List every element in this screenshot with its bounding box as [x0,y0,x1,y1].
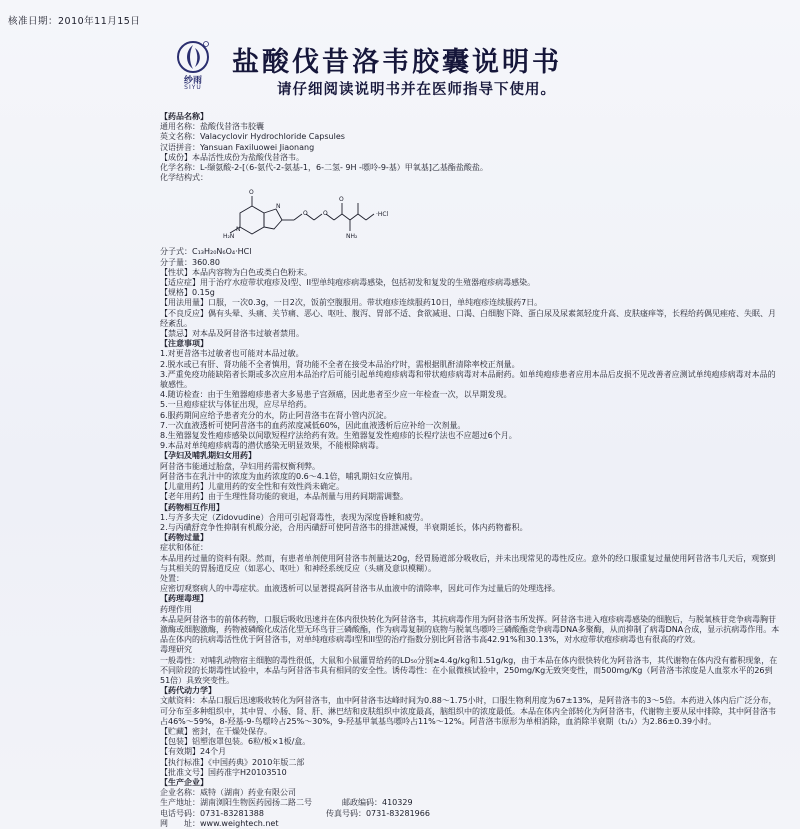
svg-text:·HCl: ·HCl [376,211,389,219]
caution-item: 4.随访检查：由于生殖器疱疹患者大多易患子宫颈癌，因此患者至少应一年检查一次，以早期发现。 [160,390,512,400]
chemical-name: 化学名称：L-缬氨酸-2-[（6-氨代-2-氨基-1，6-二氢- 9H -嘌呤-9-基）甲氧基]乙基酯盐酸盐。 [160,163,488,173]
pharm-tox-heading: 【药理毒理】 [160,594,208,604]
interaction-item: 2.与丙磺舒竞争性抑制有机酸分泌，合用丙磺舒可使阿昔洛韦的排泄减慢，半衰期延长，体内药物蓄积。 [160,522,528,532]
overdose-item: 症状和体征： [160,543,208,553]
interaction-heading: 【药物相互作用】 [160,502,224,512]
approval-date: 核准日期：2010年11月15日 [8,16,141,27]
svg-text:H₂N: H₂N [223,233,235,241]
contact-row [160,809,780,819]
contraindications: 【禁忌】对本品及阿昔洛韦过敏者禁用。 [160,329,304,339]
caution-item: 2.脱水或已有肝、肾功能不全者慎用，肾功能不全者在接受本品治疗时，需根据肌酐清除率校正剂量。 [160,359,520,369]
specification: 【规格】0.15g [160,288,215,298]
description: 【性状】本品内容物为白色或类白色粉末。 [160,267,312,277]
logo-chinese-name: 纱雨 [183,76,202,86]
overdose-item: 本品用药过量的资料有限。然而，有患者单剂使用阿昔洛韦剂量达20g，经胃肠道部分吸收后，并未出现常见的毒性反应。意外的经口服重复过量使用阿昔洛韦几天后，观察到与其相关的胃肠道反应（如恶心、呕吐）和神经系统反应（头痛及意识模糊）。 [160,553,776,573]
logo-english-name: SIYU [184,84,202,91]
caution-item: 3.严重免疫功能缺陷者长期或多次应用本品治疗后可能引起单纯疱疹病毒和带状疱疹病毒对本品耐药。如单纯疱疹患者应用本品后皮损不见改善者应测试单纯疱疹病毒对本品的敏感性。 [160,369,776,390]
pharmacology-text: 本品是阿昔洛韦的前体药物，口服后吸收迅速并在体内很快转化为阿昔洛韦，其抗病毒作用为阿昔洛韦所发挥。阿昔洛韦进入疱疹病毒感染的细胞后，与脱氧核苷竞争病毒胸苷激酶或细胞激酶，药物被磷酸化成活化型无环鸟苷三磷酸酯，作为病毒复制的底物与脱氧鸟嘌呤三磷酸酯竞争病毒DNA多聚酶，从而抑制了病毒DNA合成，显示抗病毒作用。本品在体内的抗病毒活性优于阿昔洛韦，对单纯疱疹病毒I型和II型的治疗指数分别比阿昔洛韦高42.91%和30.13%，对水痘带状疱疹病毒也有很高的疗效。 [160,614,780,645]
manufacturer-heading: 【生产企业】 [160,777,208,787]
page-subtitle: 请仔细阅读说明书并在医师指导下使用。 [277,82,556,98]
company-name: 企业名称：威特（湖南）药业有限公司 [160,788,296,798]
logo-icon [176,40,210,74]
standard: 【执行标准】《中国药典》2010年版二部 [160,757,305,767]
molecular-formula: 分子式：C₁₃H₂₀N₆O₄·HCl [160,247,252,257]
structure-diagram [220,183,420,245]
caution-item: 8.生殖器复发性疱疹感染以间歇短程疗法给药有效。生殖器复发性疱疹的长程疗法也不应超过6个月。 [160,431,517,441]
approval-number: 【批准文号】国药准字H20103510 [160,767,287,777]
ingredient-line: 【成份】本品活性成份为盐酸伐昔洛韦。 [160,152,304,162]
svg-text:O: O [303,210,308,218]
overdose-item: 处置： [160,573,184,583]
storage: 【贮藏】密封，在干燥处保存。 [160,726,272,736]
svg-text:NH₂: NH₂ [346,233,358,241]
svg-text:O: O [339,196,344,204]
pregnancy-item: 阿昔洛韦在乳汁中的浓度为血药浓度的0.6～4.1倍，哺乳期妇女应慎用。 [160,471,418,481]
common-name: 通用名称：盐酸伐昔洛韦胶囊 [160,122,264,132]
toxicology-subheading: 毒理研究 [160,645,192,655]
drug-name-heading: 【药品名称】 [160,112,208,121]
company-address: 生产地址：湖南浏阳生物医药园扬二路二号 [160,798,312,808]
pregnancy-item: 阿昔洛韦能通过胎盘，孕妇用药需权衡利弊。 [160,461,320,471]
company-logo [170,40,216,96]
caution-item: 7.一次血液透析可使阿昔洛韦的血药浓度减低60%，因此血液透析后应补给一次剂量。 [160,420,466,430]
english-name: 英文名称：Valacyclovir Hydrochloride Capsules [160,132,345,142]
usage-dosage: 【用法用量】口服，一次0.3g，一日2次，饭前空腹服用。带状疱疹连续服药10日，单纯疱疹连续服药7日。 [160,298,543,308]
caution-item: 6.服药期间应给予患者充分的水，防止阿昔洛韦在肾小管内沉淀。 [160,410,392,420]
pk-heading: 【药代动力学】 [160,686,216,696]
molecular-weight: 分子量：360.80 [160,257,220,267]
page-title: 盐酸伐昔洛韦胶囊说明书 [232,47,562,78]
pregnancy-heading: 【孕妇及哺乳期妇女用药】 [160,451,256,461]
chemical-structure [160,183,780,245]
cautions-heading: 【注意事项】 [160,339,208,349]
website: 网 址：www.weightech.net [160,818,279,828]
phone-number: 电话号码：0731-83281388 [160,808,264,818]
fax-number: 传真号码：0731-83281966 [325,808,430,818]
package: 【包装】铝塑泡罩包装。6粒/板×1板/盒。 [160,737,311,747]
pinyin-name: 汉语拼音：Yansuan Faxiluowei Jiaonang [160,142,315,152]
svg-text:N: N [276,203,281,211]
leaflet-body [160,112,780,829]
svg-text:N: N [236,226,241,234]
elderly-use: 【老年用药】由于生理性肾功能的衰退，本品剂量与用药间期需调整。 [160,492,408,502]
indication: 【适应症】用于治疗水痘带状疱疹及I型、II型单纯疱疹病毒感染，包括初发和复发的生殖器疱疹病毒感染。 [160,278,536,288]
caution-item: 9.本品对单纯疱疹病毒的潜伏感染无明显效果，不能根除病毒。 [160,441,384,451]
interaction-item: 1.与齐多夫定（Zidovudine）合用可引起肾毒性，表现为深度昏睡和疲劳。 [160,512,429,522]
adverse-reactions: 【不良反应】偶有头晕、头痛、关节痛、恶心、呕吐、腹泻、胃部不适、食欲减退、口渴、白细胞下降、蛋白尿及尿素氮轻度升高、皮肤瘙痒等，长程给药偶见痤疮、失眠、月经紊乱。 [160,308,776,328]
overdose-item: 应密切观察病人的中毒症状。血液透析可以显著提高阿昔洛韦从血液中的清除率，因此可作为过量后的处理选择。 [160,584,560,594]
toxicology-text: 一般毒性：对哺乳动物宿主细胞的毒性很低，大鼠和小鼠灌胃给药的LD₅₀分别≥4.4g/kg和1.51g/kg，由于本品在体内很快转化为阿昔洛韦，其代谢物在体内没有蓄积现象，在不同阶段的长期毒性试验中，本品与阿昔洛韦具有相同的安全性。诱传毒性：在小鼠微核试验中，250mg/Kg无致突变性，而500mg/Kg（阿昔洛韦浓度是人血浆水平的26到51倍）具致突变性。 [160,655,778,685]
structure-label: 化学结构式： [160,173,208,183]
children-use: 【儿童用药】儿童用药的安全性和有效性尚未确定。 [160,482,344,492]
pharmacology-subheading: 药理作用 [160,604,192,614]
postcode: 邮政编码：410329 [342,798,413,808]
svg-text:O: O [323,210,328,218]
caution-item: 5.一旦疱疹症状与体征出现，应尽早给药。 [160,400,312,410]
caution-item: 1.对更昔洛韦过敏者也可能对本品过敏。 [160,349,304,359]
pk-text: 文献资料：本品口服后迅速吸收转化为阿昔洛韦，血中阿昔洛韦达峰时间为0.88～1.75小时，口服生物利用度为67±13%，是阿昔洛韦的3～5倍。本药进入体内后广泛分布，可分布至多种组织中，其中胃、小肠、肾、肝、淋巴结和皮肤组织中浓度最高，脑组织中的浓度最低。本品在体内全部转化为阿昔洛韦，代谢物主要从尿中排除，其中阿昔洛韦占46%～59%，8-羟基-9-鸟嘌呤占25%～30%，9-羟基甲氧基鸟嘌呤占11%～12%。阿昔洛韦原形为单相消除，血消除半衰期（t₁/₂）为2.86±0.39小时。 [160,696,777,726]
svg-text:O: O [249,189,254,197]
overdose-heading: 【药物过量】 [160,533,208,543]
validity: 【有效期】24个月 [160,747,227,757]
